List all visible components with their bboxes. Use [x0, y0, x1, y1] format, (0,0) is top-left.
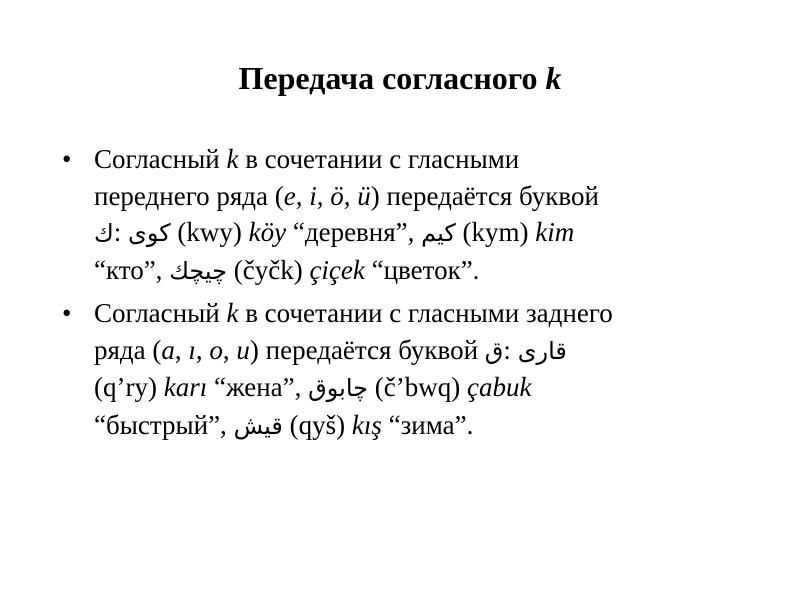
text-run: : — [503, 334, 518, 365]
text-run: , — [295, 180, 310, 211]
italic-word: köy — [248, 217, 287, 247]
italic-word: çabuk — [466, 372, 532, 402]
text-run: : — [113, 217, 129, 247]
bullet-text — [94, 141, 778, 289]
text-line — [94, 295, 778, 332]
text-run: (kwy) — [170, 217, 249, 247]
text-run: “кто”, — [94, 254, 170, 285]
italic-word: ü — [357, 180, 371, 211]
text-line — [94, 407, 778, 445]
text-run: в сочетании с гласными — [238, 144, 520, 174]
text-run: (qyš) — [282, 409, 352, 440]
text-run: “быстрый”, — [94, 409, 234, 440]
text-run: ) передаётся буквой — [249, 334, 485, 365]
italic-word: a — [161, 334, 175, 365]
italic-word: i — [309, 180, 317, 211]
italic-word: k — [226, 144, 239, 174]
italic-word: kış — [351, 409, 382, 440]
italic-word: ı — [188, 334, 196, 365]
text-run: переднего ряда ( — [94, 180, 284, 211]
arabic-word: چابوق — [308, 374, 369, 402]
italic-word: kim — [535, 217, 575, 247]
text-run: (č’bwq) — [368, 372, 467, 402]
bullet-list — [62, 141, 778, 450]
italic-word: karı — [163, 372, 208, 402]
text-run: ряда ( — [94, 334, 162, 365]
text-run: , — [343, 180, 358, 211]
bullet-marker: • — [62, 298, 72, 328]
text-line — [94, 141, 778, 178]
text-run: “жена”, — [207, 372, 309, 402]
italic-word: çiçek — [309, 254, 365, 285]
text-line — [94, 332, 778, 370]
text-line — [94, 369, 778, 407]
arabic-word: ق — [484, 336, 504, 365]
text-run: ) передаётся буквой — [370, 180, 599, 211]
slide-title — [0, 58, 800, 98]
arabic-word: قاری — [517, 336, 567, 365]
text-line — [94, 214, 778, 252]
arabic-word: ك — [94, 219, 114, 247]
bullet-text — [94, 295, 778, 444]
arabic-word: چيچك — [169, 256, 227, 285]
arabic-word: كوی — [128, 219, 171, 247]
text-run: “цветок”. — [364, 254, 480, 285]
arabic-word: قيش — [233, 411, 283, 440]
text-run: в сочетании с гласными заднего — [238, 298, 613, 328]
text-run: (q’ry) — [94, 372, 164, 402]
text-run: Согласный — [94, 298, 227, 328]
italic-word: o — [209, 334, 223, 365]
italic-word: u — [236, 334, 250, 365]
text-run: (kym) — [455, 217, 536, 247]
text-run: , — [316, 180, 331, 211]
slide-title-text: Передача согласного — [238, 60, 546, 96]
text-run: , — [195, 334, 210, 365]
text-run: , — [174, 334, 189, 365]
text-run: “зима”. — [381, 409, 474, 440]
bullet-back-vowels — [62, 295, 778, 444]
italic-word: k — [226, 298, 239, 328]
italic-word: e — [283, 180, 296, 211]
bullet-marker: • — [62, 144, 72, 174]
slide-title-letter: k — [545, 60, 562, 96]
text-run: Согласный — [94, 144, 227, 174]
text-run: (čyčk) — [226, 254, 310, 285]
italic-word: ö — [330, 180, 344, 211]
text-run: , — [222, 334, 237, 365]
text-line — [94, 178, 778, 215]
bullet-front-vowels — [62, 141, 778, 289]
arabic-word: كيم — [421, 219, 456, 247]
text-run: “деревня”, — [286, 217, 422, 247]
text-line — [94, 252, 778, 290]
